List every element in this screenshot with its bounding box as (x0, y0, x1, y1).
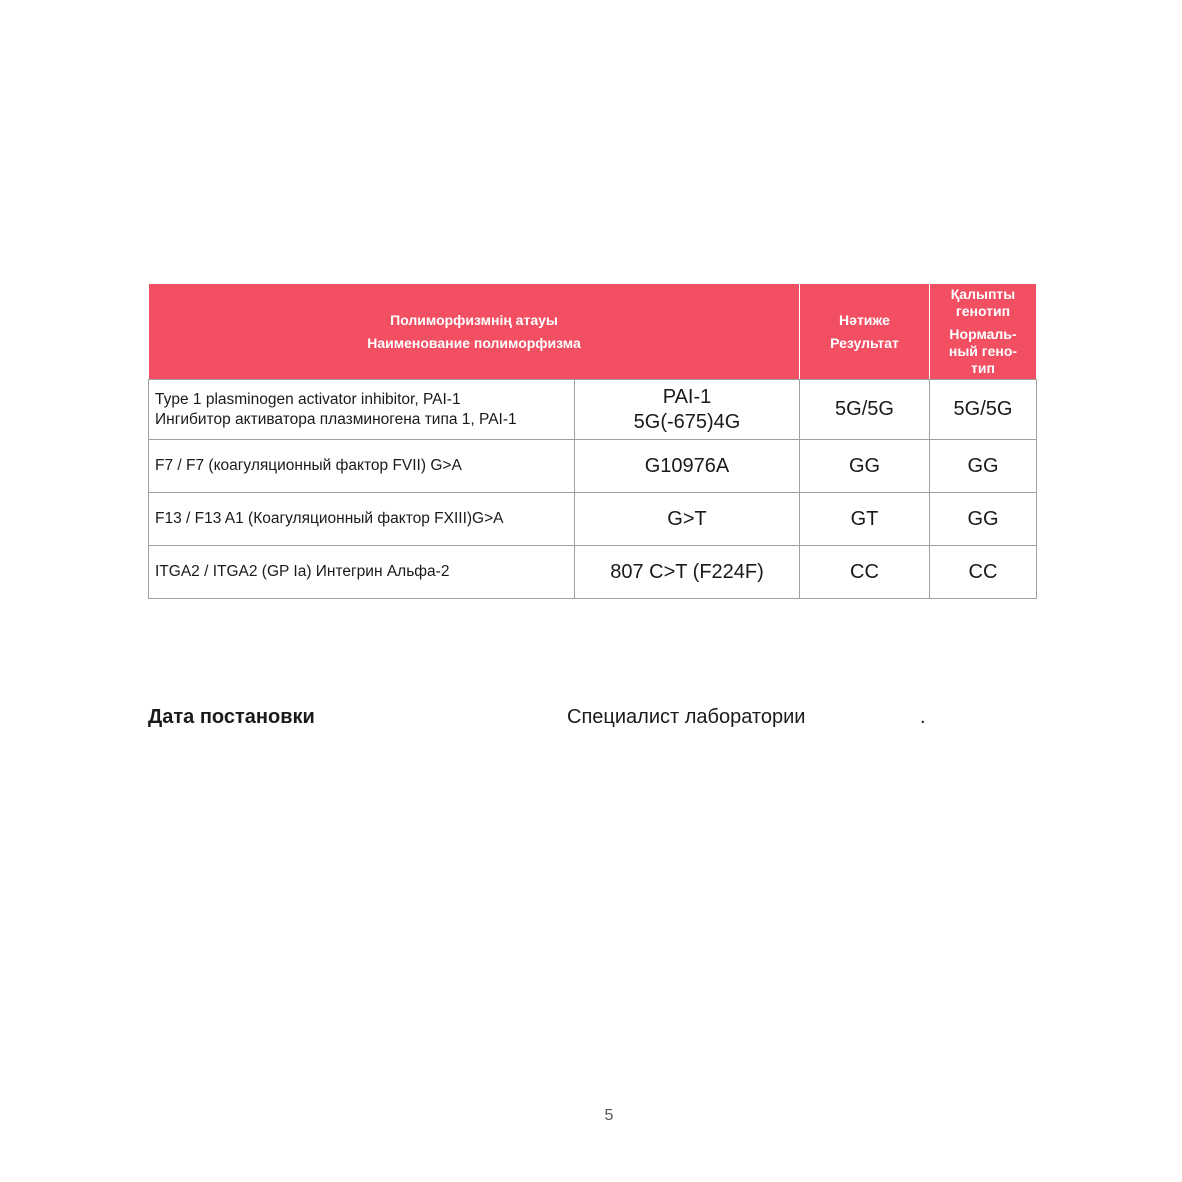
result-cell: GG (800, 440, 930, 493)
signature-dot: . (920, 706, 926, 728)
header-norm-kz-line2: генотип (955, 303, 1011, 319)
gene-name-cell (149, 440, 575, 493)
polymorphism-cell (575, 440, 800, 493)
result-cell: GT (800, 493, 930, 546)
gene-name-line1: Type 1 plasminogen activator inhibitor, PAI-1 (155, 390, 461, 408)
table-row (149, 493, 1037, 546)
table-header-row (149, 284, 1037, 380)
gene-name-cell (149, 380, 575, 440)
result-cell: CC (800, 546, 930, 599)
gene-name-line1: F13 / F13 A1 (Коагуляционный фактор FXIII)G>A (155, 510, 504, 527)
polymorphism-cell (575, 380, 800, 440)
header-result-kz: Нәтиже (839, 311, 890, 328)
polymorphism-line1: G10976A (644, 454, 730, 477)
table-row (149, 440, 1037, 493)
header-name-kz: Полиморфизмнің атауы (390, 311, 558, 328)
table-row (149, 380, 1037, 440)
result-cell: 5G/5G (800, 380, 930, 440)
header-norm-kz (934, 286, 1032, 320)
header-norm-ru-line2: ный гено- (948, 343, 1018, 359)
results-table (148, 283, 1037, 599)
polymorphism-line1: PAI-1 (662, 385, 712, 408)
polymorphism-line1: G>T (667, 507, 707, 530)
gene-name-cell (149, 546, 575, 599)
header-norm-ru-line1: Нормаль- (949, 326, 1017, 342)
header-norm-ru-line3: тип (971, 360, 995, 376)
header-polymorphism-name (149, 284, 800, 380)
header-norm-kz-line1: Қалыпты (950, 286, 1016, 302)
lab-specialist-label: Специалист лаборатории (567, 706, 806, 728)
header-normal-genotype (930, 284, 1037, 380)
table-row (149, 546, 1037, 599)
polymorphism-cell (575, 493, 800, 546)
normal-genotype-cell: 5G/5G (930, 380, 1037, 440)
header-result-ru: Результат (830, 334, 899, 351)
gene-name-cell (149, 493, 575, 546)
test-date-label: Дата постановки (148, 706, 315, 728)
polymorphism-line2: 5G(-675)4G (633, 410, 741, 433)
polymorphism-line1: 807 C>T (F224F) (610, 560, 764, 583)
polymorphism-cell (575, 546, 800, 599)
gene-name-line1: ITGA2 / ITGA2 (GP Ia) Интегрин Альфа-2 (155, 563, 450, 580)
gene-name-line1: F7 / F7 (коагуляционный фактор FVII) G>A (155, 457, 462, 474)
gene-name-line2: Ингибитор активатора плазминогена типа 1, PAI-1 (155, 410, 517, 428)
header-result (800, 284, 930, 380)
normal-genotype-cell: GG (930, 440, 1037, 493)
page-number: 5 (604, 1107, 614, 1124)
normal-genotype-cell: GG (930, 493, 1037, 546)
normal-genotype-cell: CC (930, 546, 1037, 599)
header-norm-ru (934, 326, 1032, 377)
header-name-ru: Наименование полиморфизма (367, 334, 581, 351)
